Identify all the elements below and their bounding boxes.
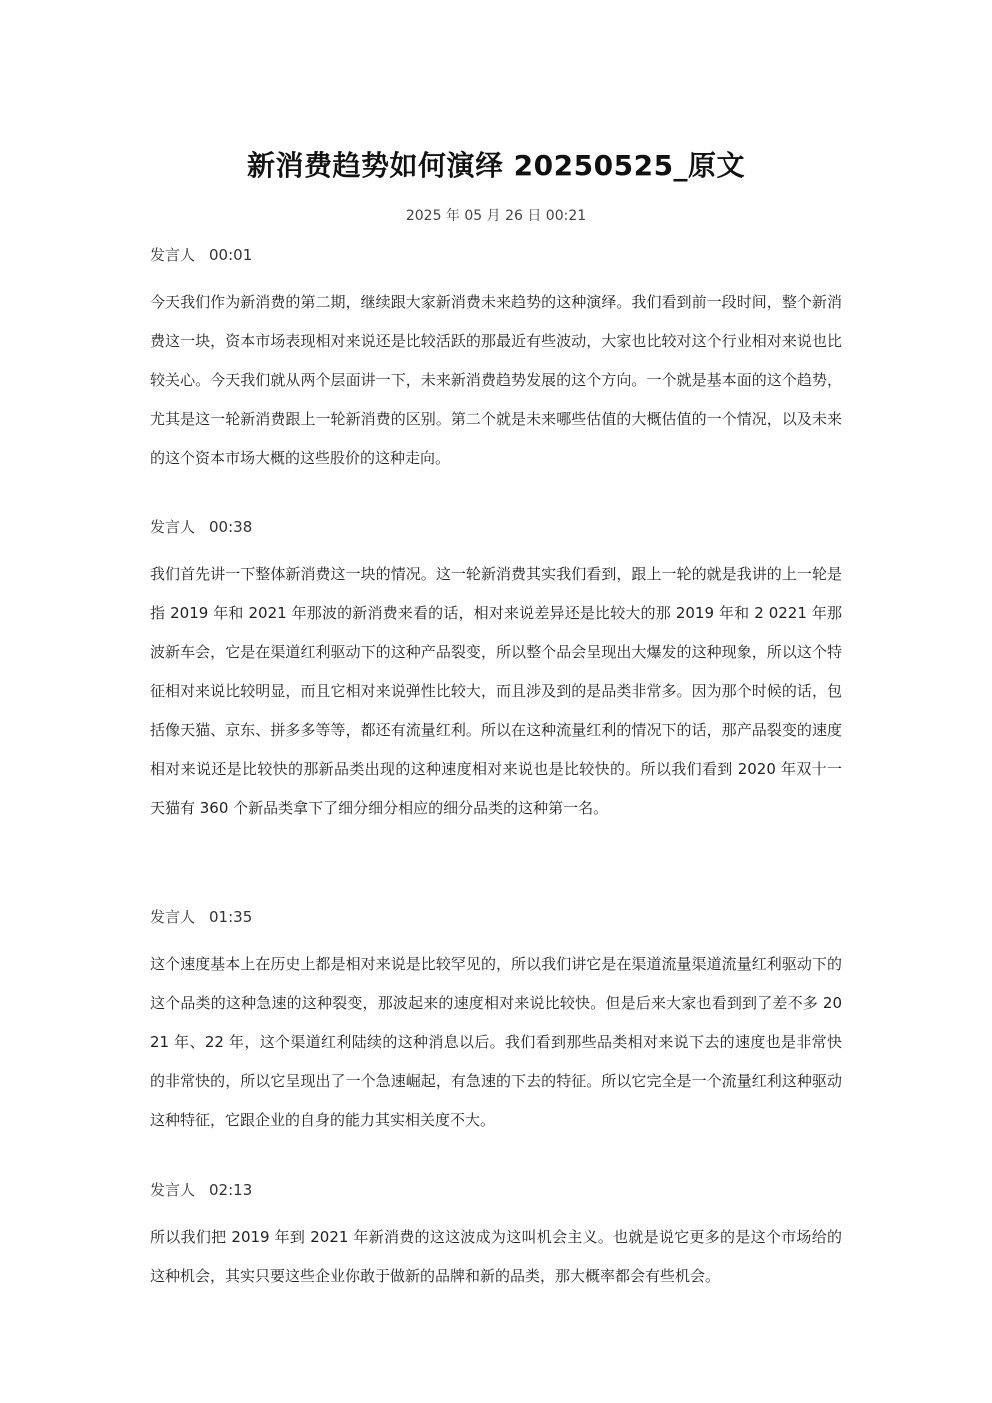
speaker-line [150, 515, 842, 543]
transcript-section [150, 905, 842, 1140]
speaker-line [150, 243, 842, 271]
transcript-paragraph: 今天我们作为新消费的第二期，继续跟大家新消费未来趋势的这种演绎。我们看到前一段时间，整个新消费这一块，资本市场表现相对来说还是比较活跃的那最近有些波动，大家也比较对这个行业相对来说也比较关心。今天我们就从两个层面讲一下，未来新消费趋势发展的这个方向。一个就是基本面的这个趋势，尤其是这一轮新消费跟上一轮新消费的区别。第二个就是未来哪些估值的大概估值的一个情况，以及未来的这个资本市场大概的这些股价的这种走向。 [150, 293, 842, 467]
speaker-line [150, 905, 842, 933]
transcript-paragraph: 所以我们把 2019 年到 2021 年新消费的这这波成为这叫机会主义。也就是说它更多的是这个市场给的这种机会，其实只要这些企业你敢于做新的品牌和新的品类，那大概率都会有些机会。 [150, 1228, 842, 1285]
speaker-timestamp: 00:01 [209, 246, 253, 264]
speaker-timestamp: 00:38 [209, 518, 253, 536]
transcript-paragraph: 我们首先讲一下整体新消费这一块的情况。这一轮新消费其实我们看到，跟上一轮的就是我讲的上一轮是指 2019 年和 2021 年那波的新消费来看的话，相对来说差异还是比较大的那 2019 年和 2 0221 年那波新车会，它是在渠道红利驱动下的这种产品裂变，所以整个品会呈现出大爆发的这种现象，所以这个特征相对来说比较明显，而且它相对来说弹性比较大，而且涉及到的是品类非常多。因为那个时候的话，包括像天猫、京东、拼多多等等，都还有流量红利。所以在这种流量红利的情况下的话，那产品裂变的速度相对来说还是比较快的那新品类出现的这种速度相对来说也是比较快的。所以我们看到 2020 年双十一天猫有 360 个新品类拿下了细分细分相应的细分品类的这种第一名。 [150, 565, 842, 817]
transcript-section [150, 243, 842, 478]
document-title: 新消费趋势如何演绎 20250525_原文 [246, 149, 746, 182]
transcript-section [150, 515, 842, 828]
speaker-name: 发言人 [150, 1181, 196, 1199]
speaker-line [150, 1178, 842, 1206]
speaker-name: 发言人 [150, 908, 196, 926]
transcript-section [150, 1178, 842, 1296]
document-date: 2025 年 05 月 26 日 00:21 [405, 208, 587, 224]
speaker-name: 发言人 [150, 246, 196, 264]
transcript-paragraph: 这个速度基本上在历史上都是相对来说是比较罕见的，所以我们讲它是在渠道流量渠道流量红利驱动下的这个品类的这种急速的这种裂变，那波起来的速度相对来说比较快。但是后来大家也看到到了差不多 2021 年、22 年，这个渠道红利陆续的这种消息以后。我们看到那些品类相对来说下去的速度也是非常快的非常快的，所以它呈现出了一个急速崛起，有急速的下去的特征。所以它完全是一个流量红利这种驱动这种特征，它跟企业的自身的能力其实相关度不大。 [150, 955, 842, 1129]
speaker-timestamp: 02:13 [209, 1181, 253, 1199]
speaker-timestamp: 01:35 [209, 908, 253, 926]
speaker-name: 发言人 [150, 518, 196, 536]
